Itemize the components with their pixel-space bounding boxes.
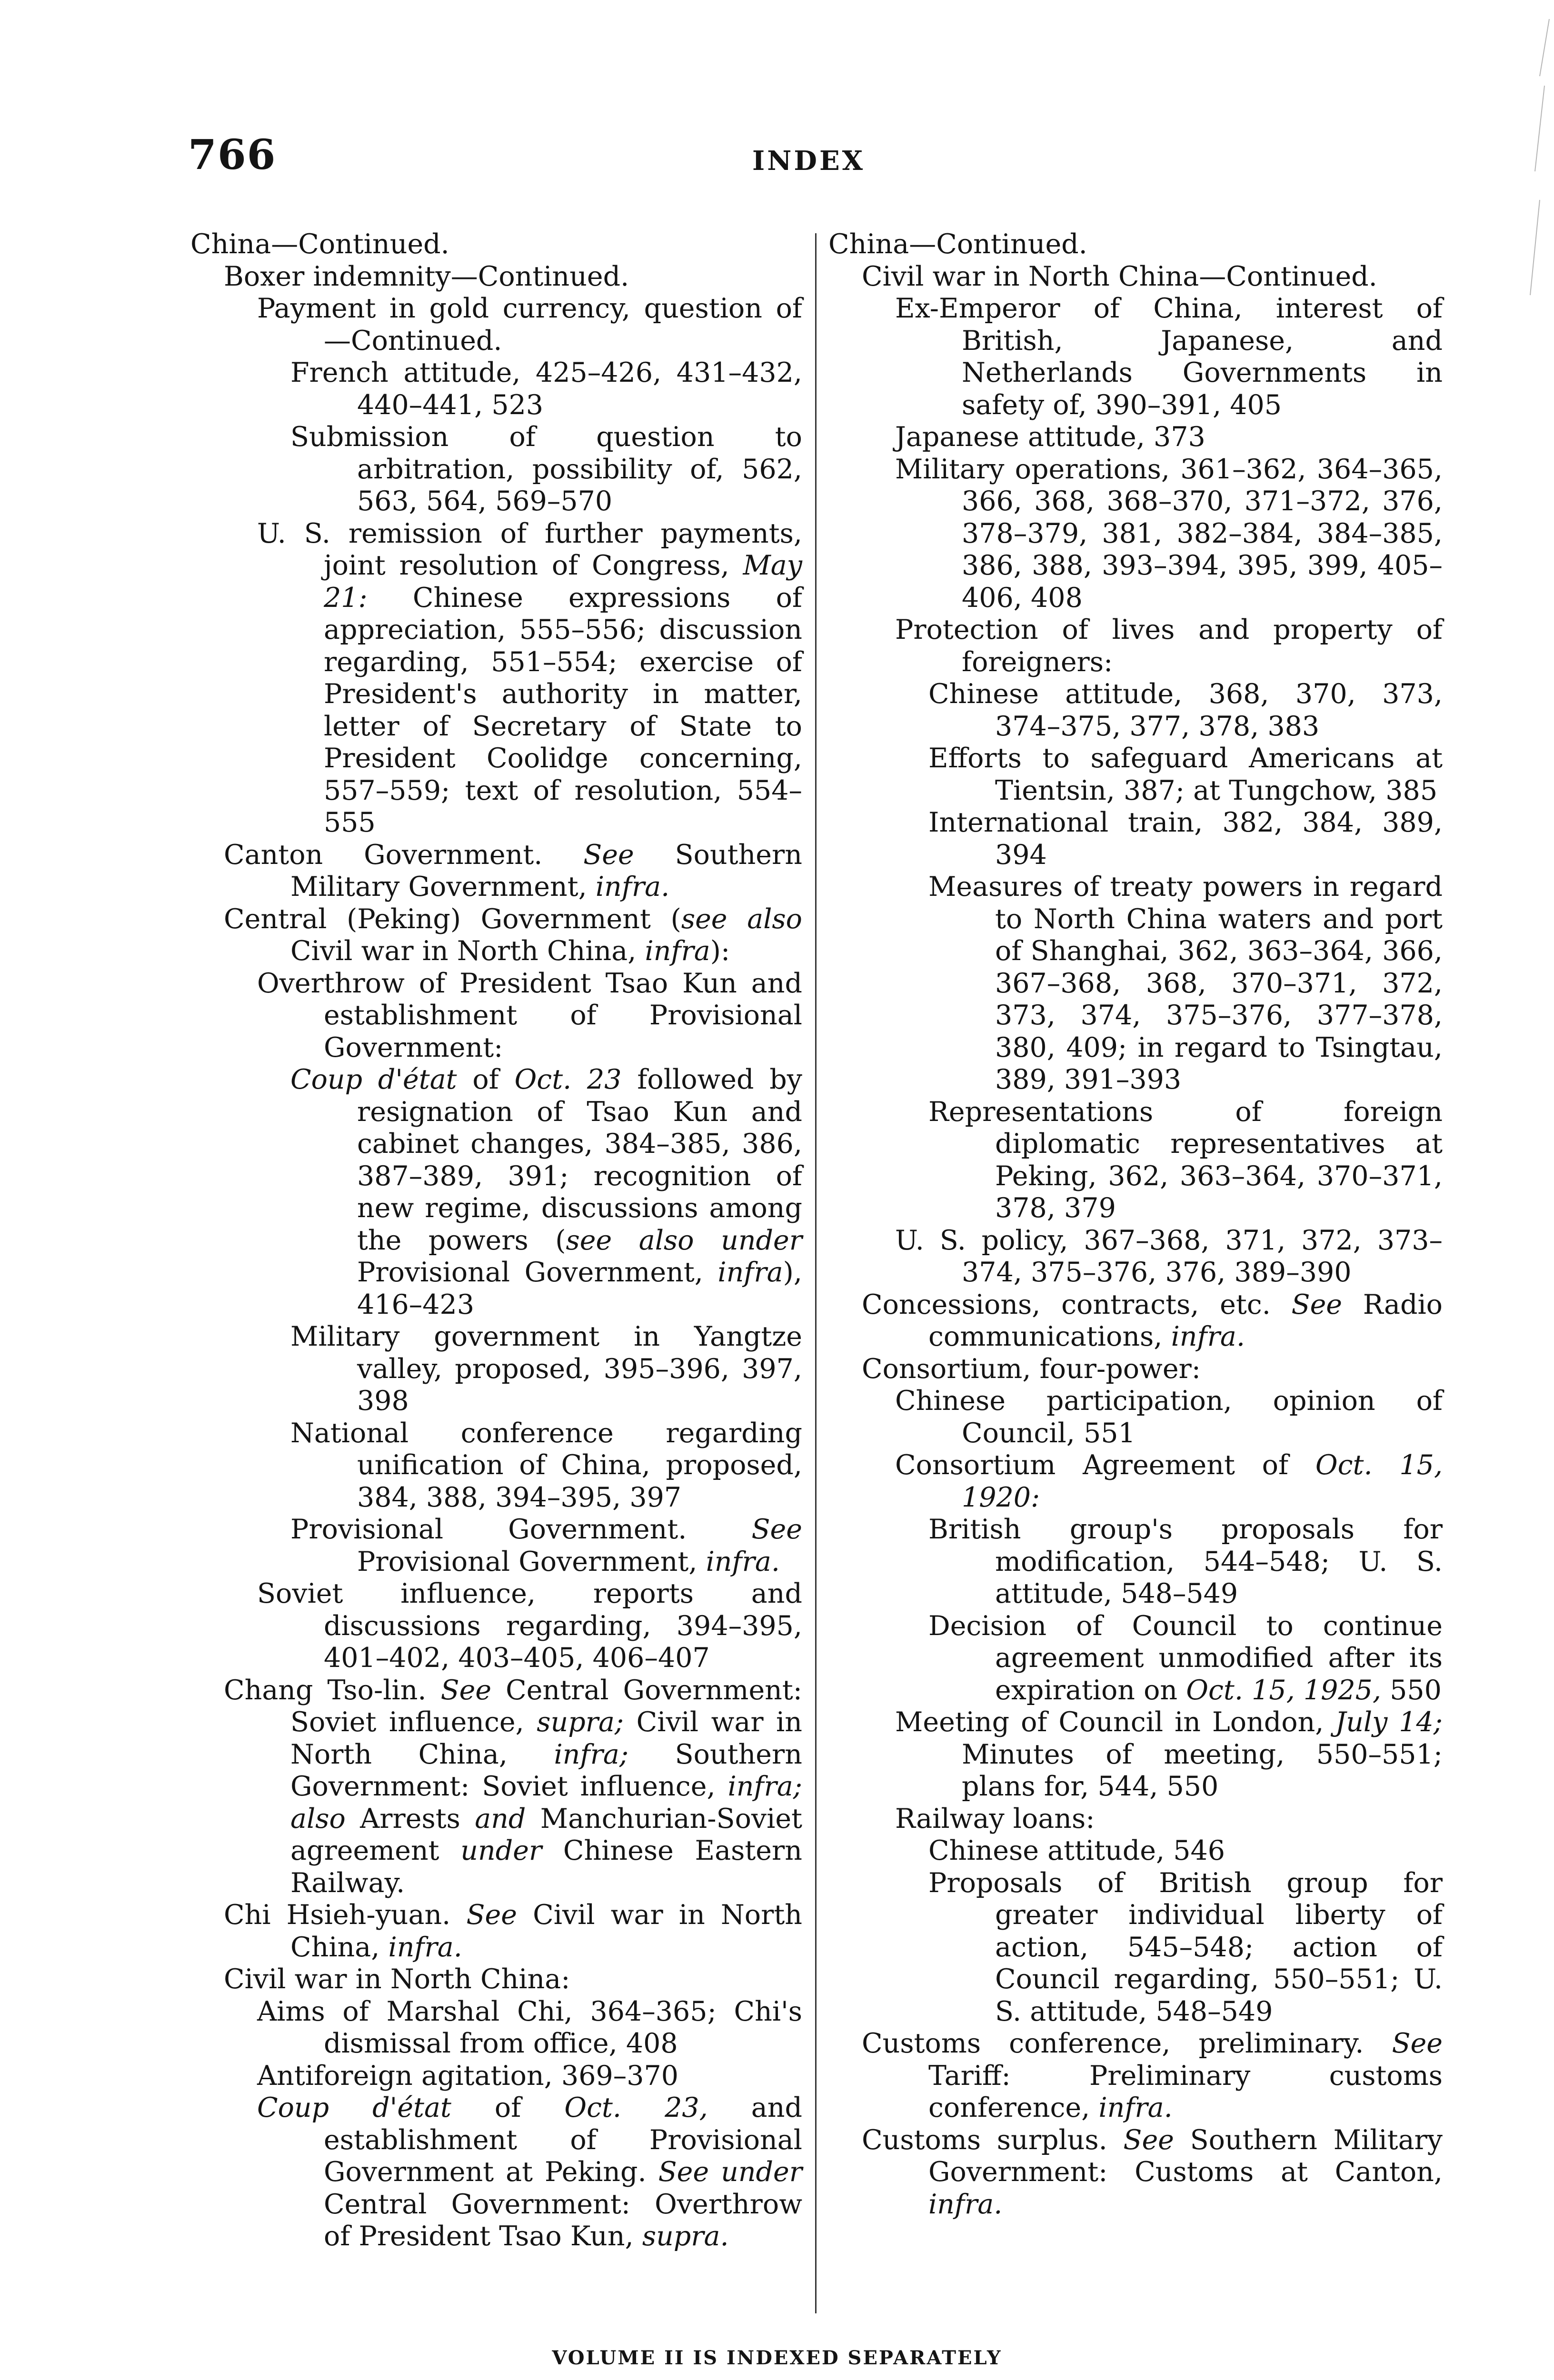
- index-entry: Coup d'état of Oct. 23 followed by resignation of Tsao Kun and cabinet changes, 384–385, 386, 387–389, 391; recognition of new regime, discussions among the powers (see also under Provisional Government, infra), 416–423: [290, 1064, 802, 1320]
- index-entry: Efforts to safeguard Americans at Tientsin, 387; at Tungchow, 385: [928, 743, 1443, 806]
- index-entry: Chinese attitude, 546: [928, 1835, 1225, 1866]
- index-entry: Chinese participation, opinion of Council, 551: [895, 1385, 1443, 1449]
- index-entry: Overthrow of President Tsao Kun and establishment of Provisional Government:: [257, 967, 802, 1063]
- index-entry: Chi Hsieh-yuan. See Civil war in North China, infra.: [224, 1899, 802, 1963]
- index-entry: Proposals of British group for greater individual liberty of action, 545–548; action of Council regarding, 550–551; U. S. attitude, 548–549: [928, 1867, 1443, 2027]
- index-entry: Decision of Council to continue agreement unmodified after its expiration on Oct. 15, 1925, 550: [928, 1610, 1443, 1706]
- index-entry: Representations of foreign diplomatic representatives at Peking, 362, 363–364, 370–371, 378, 379: [928, 1096, 1443, 1224]
- index-entry: Antiforeign agitation, 369–370: [257, 2060, 679, 2092]
- index-entry: Chinese attitude, 368, 370, 373, 374–375, 377, 378, 383: [928, 678, 1443, 742]
- index-entry: Meeting of Council in London, July 14; Minutes of meeting, 550–551; plans for, 544, 550: [895, 1706, 1443, 1802]
- page-number: 766: [188, 131, 277, 179]
- index-entry: Canton Government. See Southern Military Government, infra.: [224, 839, 802, 902]
- page-header: [0, 131, 1554, 188]
- index-entry: Payment in gold currency, question of—Continued.: [257, 293, 802, 357]
- index-entry: Chang Tso-lin. See Central Government: Soviet influence, supra; Civil war in North China, infra; Southern Government: Soviet influence, infra; also Arrests and Manchurian-Soviet agreement under Chinese Eastern Railway.: [224, 1674, 802, 1899]
- index-entry: Civil war in North China—Continued.: [862, 260, 1377, 292]
- index-entry: Consortium, four-power:: [862, 1353, 1201, 1385]
- index-entry: China—Continued.: [828, 228, 1087, 260]
- index-entry: Submission of question to arbitration, possibility of, 562, 563, 564, 569–570: [290, 421, 802, 517]
- index-entry: Military operations, 361–362, 364–365, 366, 368, 368–370, 371–372, 376, 378–379, 381, 382–384, 384–385, 386, 388, 393–394, 395, 399, 405–406, 408: [895, 453, 1443, 614]
- index-entry: Coup d'état of Oct. 23, and establishment of Provisional Government at Peking. See under Central Government: Overthrow of President Tsao Kun, supra.: [257, 2092, 802, 2252]
- column-divider: [815, 233, 817, 2313]
- index-entry: National conference regarding unification of China, proposed, 384, 388, 394–395, 397: [290, 1417, 802, 1513]
- index-entry: Military government in Yangtze valley, proposed, 395–396, 397, 398: [290, 1321, 802, 1417]
- index-entry: Aims of Marshal Chi, 364–365; Chi's dismissal from office, 408: [257, 1995, 802, 2059]
- index-entry: Provisional Government. See Provisional Government, infra.: [290, 1514, 802, 1577]
- index-entry: Customs surplus. See Southern Military Government: Customs at Canton, infra.: [862, 2124, 1443, 2220]
- index-entry: International train, 382, 384, 389, 394: [928, 807, 1443, 871]
- index-entry: Protection of lives and property of foreigners:: [895, 614, 1443, 678]
- index-entry: Customs conference, preliminary. See Tariff: Preliminary customs conference, infra.: [862, 2028, 1443, 2123]
- index-entry: Measures of treaty powers in regard to North China waters and port of Shanghai, 362, 363–364, 366, 367–368, 368, 370–371, 372, 373, 374, 375–376, 377–378, 380, 409; in regard to Tsingtau, 389, 391–393: [928, 871, 1443, 1095]
- index-column-right: [828, 228, 1443, 2221]
- index-column-left: [190, 228, 802, 2253]
- page-footer: VOLUME II IS INDEXED SEPARATELY: [552, 2347, 1002, 2369]
- index-entry: U. S. policy, 367–368, 371, 372, 373–374, 375–376, 376, 389–390: [895, 1224, 1443, 1288]
- index-entry: U. S. remission of further payments, joint resolution of Congress, May 21: Chinese expressions of appreciation, 555–556; discussion regarding, 551–554; exercise of President's authority in matter, letter of Secretary of State to President Coolidge concerning, 557–559; text of resolution, 554–555: [257, 517, 802, 838]
- index-entry: China—Continued.: [190, 228, 449, 260]
- index-entry: Soviet influence, reports and discussions regarding, 394–395, 401–402, 403–405, 406–407: [257, 1578, 802, 1674]
- index-entry: British group's proposals for modification, 544–548; U. S. attitude, 548–549: [928, 1514, 1443, 1609]
- index-entry: Civil war in North China:: [224, 1964, 570, 1995]
- index-entry: Central (Peking) Government (see also Civil war in North China, infra):: [224, 903, 802, 967]
- index-entry: French attitude, 425–426, 431–432, 440–441, 523: [290, 357, 802, 421]
- index-entry: Boxer indemnity—Continued.: [224, 260, 629, 292]
- index-entry: Ex-Emperor of China, interest of British, Japanese, and Netherlands Governments in safety of, 390–391, 405: [895, 293, 1443, 421]
- index-entry: Concessions, contracts, etc. See Radio communications, infra.: [862, 1289, 1443, 1352]
- margin-scratch-marks: [1525, 0, 1554, 381]
- index-entry: Railway loans:: [895, 1803, 1095, 1835]
- running-head: INDEX: [752, 145, 866, 177]
- index-entry: Consortium Agreement of Oct. 15, 1920:: [895, 1449, 1443, 1513]
- index-entry: Japanese attitude, 373: [895, 421, 1205, 453]
